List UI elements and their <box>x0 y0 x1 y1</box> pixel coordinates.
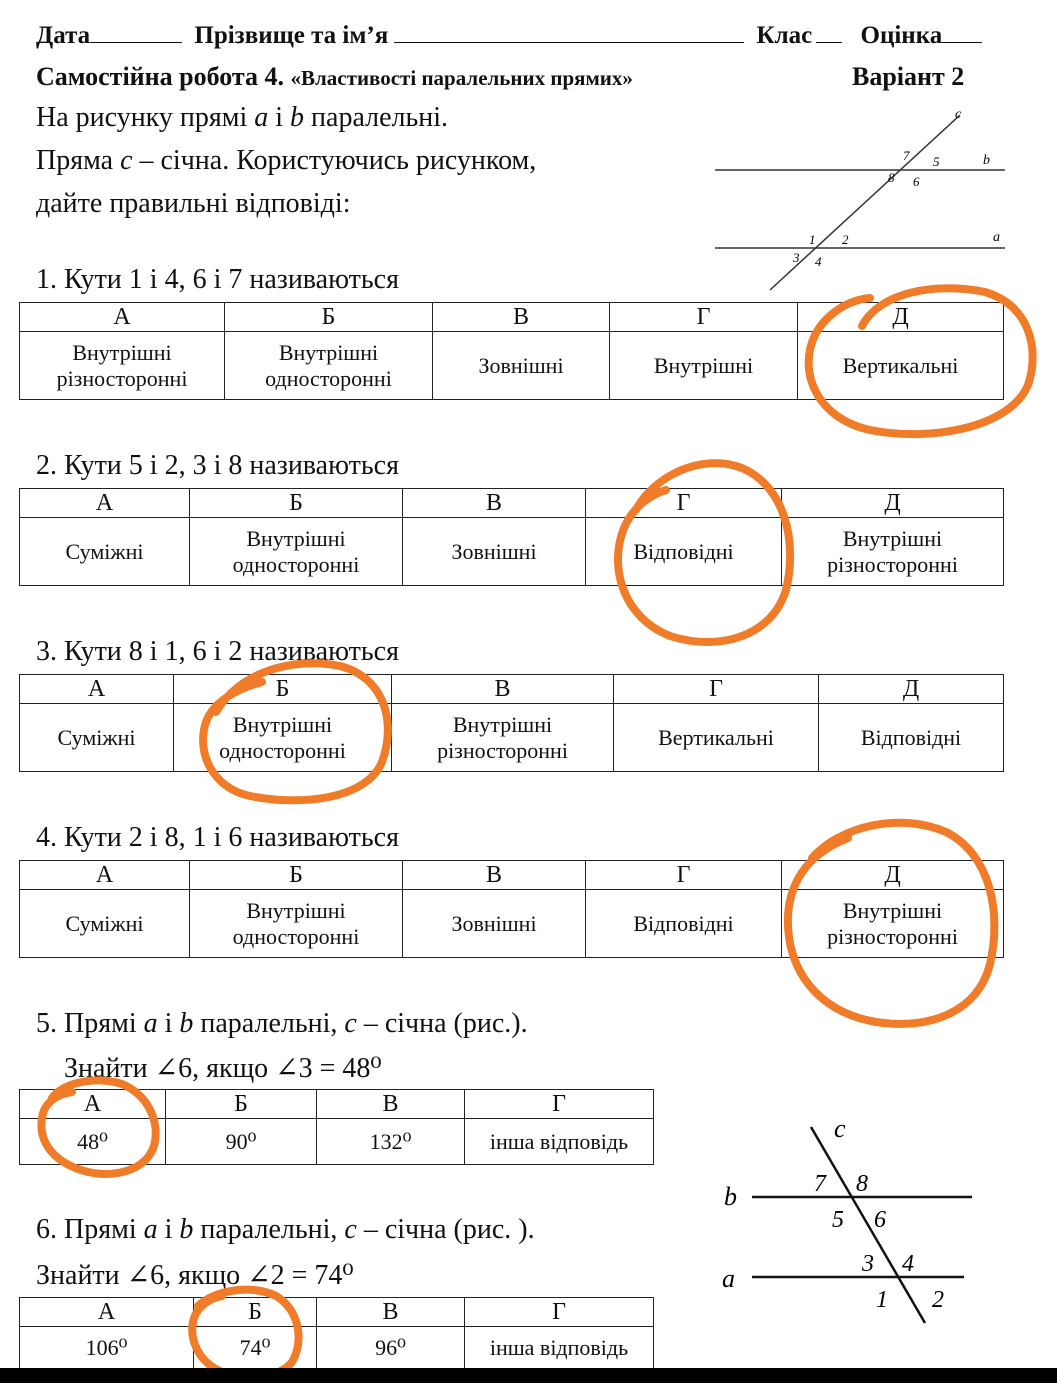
angle-5: 5 <box>933 154 940 169</box>
question-6-find: Знайти ∠6, якщо ∠2 = 74⁰ <box>36 1260 354 1291</box>
question-1-options <box>19 302 1004 400</box>
option-text: 74⁰ <box>239 1334 271 1360</box>
option-cell[interactable] <box>20 1119 166 1165</box>
var-b: b <box>179 1214 194 1245</box>
option-text: односторонні <box>232 923 360 949</box>
question-4-text: 4. Кути 2 і 8, 1 і 6 називаються <box>36 822 399 853</box>
var-a: a <box>143 1008 158 1039</box>
q-text: 6. Прямі <box>36 1214 144 1245</box>
option-letter: Д <box>819 675 1004 704</box>
option-cell[interactable] <box>798 332 1004 400</box>
date-blank <box>90 42 182 43</box>
angle-1: 1 <box>876 1287 888 1313</box>
angle-1: 1 <box>809 232 816 247</box>
option-letter: А <box>20 675 174 704</box>
option-letter: Б <box>174 675 392 704</box>
question-3-text: 3. Кути 8 і 1, 6 і 2 називаються <box>36 636 399 667</box>
question-2-text: 2. Кути 5 і 2, 3 і 8 називаються <box>36 450 399 481</box>
angle-5: 5 <box>832 1207 844 1233</box>
class-blank <box>816 42 842 43</box>
var-c: c <box>120 145 133 176</box>
option-cell[interactable] <box>433 332 610 400</box>
option-cell[interactable] <box>403 890 586 958</box>
class-label: Клас <box>756 22 813 49</box>
parallel-lines-diagram-top <box>705 100 1015 300</box>
option-text: Внутрішні <box>246 897 346 923</box>
option-letter: Б <box>166 1090 317 1119</box>
option-letter: А <box>20 489 190 518</box>
option-letter: Д <box>782 489 1004 518</box>
q-text: – січна (рис.). <box>356 1008 528 1039</box>
option-text: 96⁰ <box>375 1334 406 1360</box>
option-text: 106⁰ <box>85 1334 128 1360</box>
option-letter: Г <box>610 303 798 332</box>
option-text: Вертикальні <box>842 352 959 378</box>
angle-2: 2 <box>932 1287 944 1313</box>
option-letter: А <box>20 861 190 890</box>
var-c: c <box>344 1214 357 1245</box>
option-text: Суміжні <box>65 538 144 564</box>
var-b: b <box>290 102 305 133</box>
option-text: Внутрішні <box>72 339 172 365</box>
option-letter: Д <box>798 303 1004 332</box>
question-4-options <box>19 860 1004 958</box>
option-cell[interactable] <box>174 704 392 772</box>
question-5-find: Знайти ∠6, якщо ∠3 = 48⁰ <box>64 1053 382 1084</box>
option-letter: Б <box>194 1298 317 1327</box>
option-letter: Д <box>782 861 1004 890</box>
label-c: c <box>834 1114 846 1143</box>
option-cell[interactable] <box>586 518 782 586</box>
option-text: 132⁰ <box>369 1128 412 1154</box>
option-text: 48⁰ <box>77 1128 108 1154</box>
option-cell[interactable] <box>614 704 819 772</box>
option-text: Зовнішні <box>451 538 537 564</box>
var-a: a <box>254 102 269 133</box>
option-cell[interactable] <box>20 704 174 772</box>
option-letter: Б <box>190 489 403 518</box>
line-c <box>811 1127 925 1323</box>
option-text: інша відповідь <box>489 1128 629 1154</box>
option-cell[interactable] <box>586 890 782 958</box>
angle-8: 8 <box>888 170 895 185</box>
option-cell[interactable] <box>465 1327 654 1369</box>
angle-6: 6 <box>913 174 920 189</box>
q-text: паралельні, <box>193 1008 345 1039</box>
option-text: Зовнішні <box>451 910 537 936</box>
worksheet-title <box>36 62 633 92</box>
option-letter: Г <box>465 1298 654 1327</box>
option-letter: В <box>317 1298 465 1327</box>
option-cell[interactable] <box>194 1327 317 1369</box>
question-3-options <box>19 674 1004 772</box>
option-cell[interactable] <box>392 704 614 772</box>
grade-blank <box>942 42 982 43</box>
option-text: Внутрішні <box>232 711 333 737</box>
option-cell[interactable] <box>819 704 1004 772</box>
grade-label: Оцінка <box>860 22 943 49</box>
option-cell[interactable] <box>782 518 1004 586</box>
intro-line-3: дайте правильні відповіді: <box>36 188 351 219</box>
option-cell[interactable] <box>20 332 225 400</box>
question-5-options <box>19 1089 654 1165</box>
title-main: Самостійна робота 4. <box>36 62 285 91</box>
option-letter: В <box>403 489 586 518</box>
option-text: різносторонні <box>56 365 188 391</box>
option-cell[interactable] <box>20 890 190 958</box>
option-cell[interactable] <box>403 518 586 586</box>
option-letter: В <box>317 1090 465 1119</box>
intro-text: паралельні. <box>304 102 449 133</box>
question-5-text <box>36 1008 528 1040</box>
intro-text: Пряма <box>36 145 121 176</box>
option-text: Суміжні <box>65 910 144 936</box>
q-text: – січна (рис. ). <box>356 1214 535 1245</box>
angle-8: 8 <box>856 1171 868 1197</box>
option-letter: В <box>433 303 610 332</box>
name-blank <box>394 42 744 43</box>
angle-6: 6 <box>874 1207 886 1233</box>
option-letter: А <box>20 1090 166 1119</box>
option-cell[interactable] <box>166 1119 317 1165</box>
option-text: Внутрішні <box>278 339 379 365</box>
intro-text: – січна. Користуючись рисунком, <box>132 145 537 176</box>
option-letter: Б <box>225 303 433 332</box>
angle-7: 7 <box>814 1171 826 1197</box>
angle-7: 7 <box>903 148 910 163</box>
label-b: b <box>983 153 990 168</box>
option-letter: А <box>20 303 225 332</box>
option-text: Внутрішні <box>452 711 553 737</box>
intro-text: і <box>268 102 291 133</box>
var-a: a <box>143 1214 158 1245</box>
q-text: паралельні, <box>193 1214 345 1245</box>
label-a: a <box>722 1264 735 1293</box>
option-cell[interactable] <box>190 518 403 586</box>
option-text: односторонні <box>265 365 392 391</box>
angle-4: 4 <box>815 254 822 269</box>
option-text: Внутрішні <box>653 352 754 378</box>
intro-line-1 <box>36 102 448 134</box>
option-text: Вертикальні <box>658 724 774 750</box>
option-letter: Г <box>614 675 819 704</box>
question-6-options <box>19 1297 654 1369</box>
option-letter: Б <box>190 861 403 890</box>
header-line <box>36 22 982 50</box>
option-letter: В <box>392 675 614 704</box>
bottom-edge-bar <box>0 1368 1057 1383</box>
option-letter: Г <box>586 489 782 518</box>
intro-text: На рисунку прямі <box>36 102 255 133</box>
option-cell[interactable] <box>317 1119 465 1165</box>
angle-3: 3 <box>793 250 800 265</box>
angle-2: 2 <box>842 232 849 247</box>
option-text: Відповідні <box>633 910 734 936</box>
option-letter: А <box>20 1298 194 1327</box>
option-letter: Г <box>465 1090 654 1119</box>
option-text: Внутрішні <box>842 525 943 551</box>
option-cell[interactable] <box>20 1327 194 1369</box>
option-text: Суміжні <box>57 724 136 750</box>
option-text: різносторонні <box>437 737 568 763</box>
option-cell[interactable] <box>782 890 1004 958</box>
option-text: Відповідні <box>860 724 962 750</box>
intro-line-2 <box>36 145 536 177</box>
option-cell[interactable] <box>225 332 433 400</box>
question-2-options <box>19 488 1004 586</box>
variant-label: Варіант 2 <box>852 62 965 91</box>
q-text: 5. Прямі <box>36 1008 144 1039</box>
option-cell[interactable] <box>610 332 798 400</box>
angle-4: 4 <box>902 1251 914 1277</box>
var-c: c <box>344 1008 357 1039</box>
date-label: Дата <box>36 22 91 49</box>
question-1-text: 1. Кути 1 і 4, 6 і 7 називаються <box>36 264 399 295</box>
option-text: Відповідні <box>633 538 734 564</box>
option-cell[interactable] <box>465 1119 654 1165</box>
option-text: односторонні <box>232 551 360 577</box>
option-cell[interactable] <box>317 1327 465 1369</box>
option-text: односторонні <box>219 737 346 763</box>
label-c: c <box>955 107 962 122</box>
option-text: різносторонні <box>827 551 958 577</box>
option-letter: В <box>403 861 586 890</box>
option-cell[interactable] <box>20 518 190 586</box>
option-text: 90⁰ <box>225 1128 257 1154</box>
angle-3: 3 <box>862 1251 874 1277</box>
q-text: і <box>157 1214 180 1245</box>
option-cell[interactable] <box>190 890 403 958</box>
name-label: Прізвище та ім’я <box>194 22 389 49</box>
option-text: різносторонні <box>827 923 958 949</box>
label-b: b <box>724 1182 737 1211</box>
option-letter: Г <box>586 861 782 890</box>
q-text: і <box>157 1008 180 1039</box>
option-text: Зовнішні <box>478 352 564 378</box>
var-b: b <box>179 1008 194 1039</box>
parallel-lines-diagram-bottom <box>710 1105 990 1335</box>
title-subtitle: «Властивості паралельних прямих» <box>290 66 633 90</box>
question-6-text <box>36 1214 535 1246</box>
option-text: Внутрішні <box>842 897 943 923</box>
label-a: a <box>993 230 1000 245</box>
option-text: Внутрішні <box>246 525 346 551</box>
option-text: інша відповідь <box>489 1334 629 1360</box>
